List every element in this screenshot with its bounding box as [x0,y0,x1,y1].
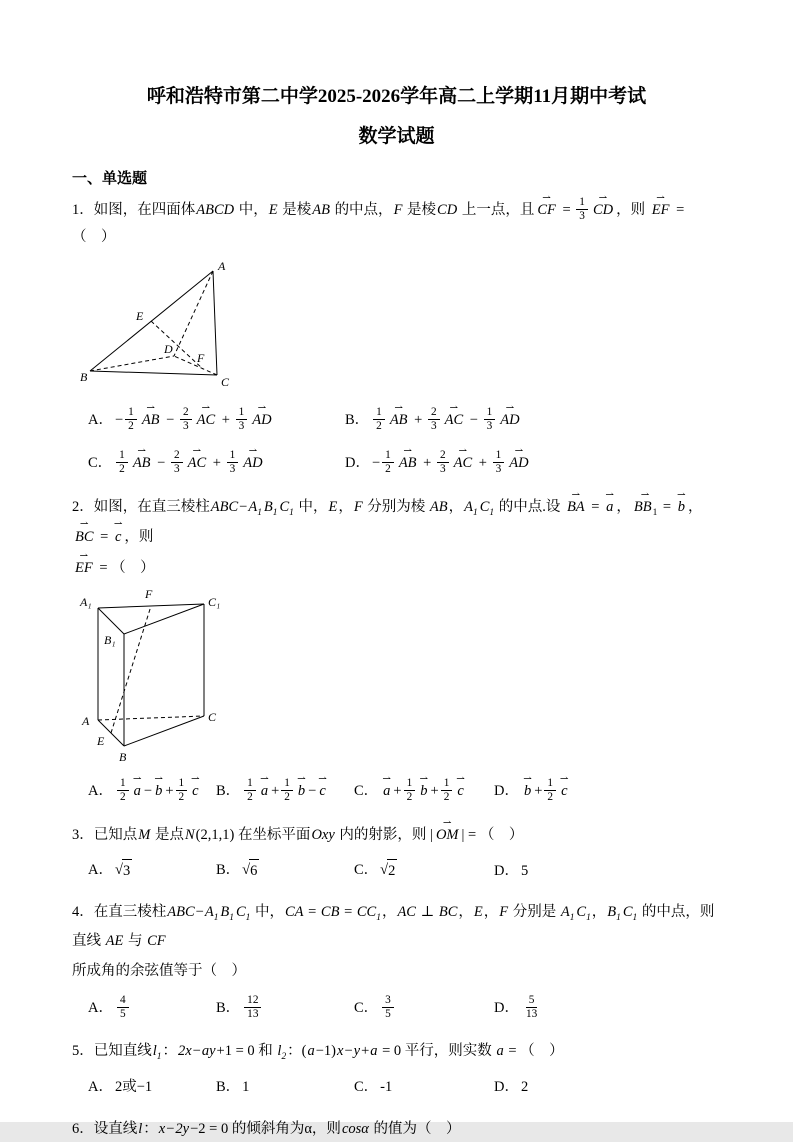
question-5-option-d [494,1076,721,1099]
question-2-stem: 2．如图，在直三棱柱$ABC-A_1$ $B_1$ $C_1$ 中，E，F 分别为棱 AB，$A_1$ $C_1$ 的中点.设 ⇀ BA = ⇀ a ， ⇀ $BB_1$ = ⇀ b ，⇀ BC = ⇀ c ，则 [72,493,721,550]
option-value: √ 6 [242,862,259,878]
question-2-option-d [494,778,721,805]
question-4-stem: 4．在直三棱柱$ABC-A_1$ $B_1$ $C_1$ 中，CA = CB = $CC_1$，AC ⊥ BC，E，F 分别是 $A_1$ $C_1$，$B_1$ $C_1$ 的中点，则直线 AE 与 CF [72,904,715,949]
question-3-option-a [88,859,216,883]
vertex-label-e: E [136,309,144,324]
question-3-stem: 3．已知点M 是点N(2,1,1) 在坐标平面Oxy 内的射影，则 | ⇀ OM | = （ ） [72,821,721,849]
question-5-stem: 5．已知直线$l_1$：2x−ay+1 = 0 和 $l_2$：(a−1)x−y+a = 0 平行，则实数 a = （ ） [72,1043,564,1063]
vertex-label-c1: C₁ [208,595,221,610]
option-value: ⇀ b + $\frac{1}{2}$ ⇀ c [521,783,571,799]
vertex-label-c: C [208,710,217,725]
question-5-option-c [354,1076,494,1099]
option-value: ⇀ a + $\frac{1}{2}$ ⇀ b + $\frac{1}{2}$ ⇀ c [380,783,467,799]
option-value: $\frac{5}{13}$ [525,994,538,1021]
option-value: $\frac{12}{13}$ [242,1000,263,1016]
option-value: − $\frac{1}{2}$ ⇀ AB + $\frac{2}{3}$ ⇀ AC + $\frac{1}{3}$ ⇀ AD [372,455,532,471]
option-label: B． [216,783,241,800]
vertex-label-a1: A₁ [80,595,92,610]
question-3-options [72,859,721,883]
question-5-options [72,1076,721,1099]
option-value: $\frac{1}{2}$ ⇀ AB − $\frac{2}{3}$ ⇀ AC + $\frac{1}{3}$ ⇀ AD [114,455,265,471]
exam-subtitle: 数学试题 [358,125,435,147]
option-value: $\frac{1}{2}$ ⇀ AB + $\frac{2}{3}$ ⇀ AC − $\frac{1}{3}$ ⇀ AD [371,412,522,428]
question-1-option-b [345,407,721,434]
option-label: B． [216,999,241,1016]
question-2-stem-continuation: ⇀ EF = （ ） [72,554,721,582]
vertex-label-d: D [164,342,173,357]
question-3-option-d [494,860,721,883]
question-3-option-c [354,859,494,883]
question-3-option-b [216,859,354,883]
option-label: A． [88,783,113,800]
option-value: $\frac{1}{2}$ ⇀ a − ⇀ b + $\frac{1}{2}$ ⇀ c [115,783,202,799]
question-2-option-a [88,778,216,805]
figure-tetrahedron-q1 [80,257,258,395]
option-label: D． [494,783,519,800]
option-label: C． [354,862,379,879]
option-label: B． [345,412,370,429]
option-label: D． [494,999,519,1016]
figure-prism-q2 [80,588,235,768]
edge-ac [98,716,204,720]
vertex-label-b: B [119,750,127,765]
section-heading-single-choice: 一、单选题 [72,171,148,188]
question-1-option-a [88,407,345,434]
option-label: C． [354,1079,379,1096]
edge-b1c1 [124,604,204,634]
option-label: D． [345,455,370,472]
question-5-option-a [88,1076,216,1099]
option-label: A． [88,862,113,879]
question-1-stem: 1．如图，在四面体ABCD 中，E 是棱AB 的中点，F 是棱CD 上一点，且 ⇀ CF = $\frac{1}{3}$ ⇀ CD ，则 ⇀ EF = （ ） [72,196,721,251]
option-value: -1 [380,1079,393,1096]
option-label: C． [354,999,379,1016]
vertex-label-f: F [197,351,205,366]
vertex-label-a: A [82,714,90,729]
question-1-option-d [345,450,721,477]
edge-a1b1 [98,608,124,634]
segment-ef [151,321,203,369]
edge-bc [124,716,204,746]
question-4-options [72,995,721,1022]
question-5-option-b [216,1076,354,1099]
option-label: A． [88,1079,113,1096]
question-2-option-c [354,778,494,805]
edge-bd [90,356,174,371]
option-label: D． [494,1079,519,1096]
option-value: − $\frac{1}{2}$ ⇀ AB − $\frac{2}{3}$ ⇀ AC + $\frac{1}{3}$ ⇀ AD [115,412,275,428]
question-4-stem-continuation: 所成角的余弦值等于（ ） [72,963,246,980]
vertex-label-b1: B₁ [104,633,116,648]
option-value: 1 [242,1079,250,1096]
vertex-label-c: C [221,375,230,390]
option-label: D． [494,862,519,879]
option-label: C． [354,783,379,800]
vertex-label-e: E [97,734,105,749]
segment-ef [111,606,151,733]
option-label: B． [216,862,241,879]
option-value: √ 2 [380,862,397,878]
option-value: 2或−1 [114,1079,153,1096]
edge-cd [174,356,217,375]
vertex-label-a: A [218,259,226,274]
option-label: A． [88,999,113,1016]
question-4-option-d [494,995,721,1022]
edge-ad [174,271,213,356]
question-6-stem: 6．设直线l：x−2y−2 = 0 的倾斜角为α，则cosα 的值为（ ） [72,1120,461,1137]
question-4-option-c [354,995,494,1022]
option-label: A． [88,412,113,429]
option-value: $\frac{1}{2}$ ⇀ a + $\frac{1}{2}$ ⇀ b − ⇀ c [242,783,329,799]
option-label: B． [216,1079,241,1096]
edge-bc [90,371,217,375]
option-value: 5 [520,862,529,879]
question-4-option-b [216,995,354,1022]
question-1-options [72,407,721,477]
vertex-label-f: F [145,587,153,602]
question-4-option-a [88,995,216,1022]
question-1-option-c [88,450,345,477]
option-value: $\frac{4}{5}$ [115,1000,131,1016]
vertex-label-b: B [80,370,88,385]
question-2-option-b [216,778,354,805]
question-2-options [72,778,721,805]
edge-ac [213,271,217,375]
option-value: √ 3 [115,862,132,878]
option-label: C． [88,455,113,472]
option-value: $\frac{3}{5}$ [380,1000,396,1016]
option-value: 2 [520,1079,529,1096]
exam-title: 呼和浩特市第二中学2025-2026学年高二上学期11月期中考试 [146,86,647,107]
